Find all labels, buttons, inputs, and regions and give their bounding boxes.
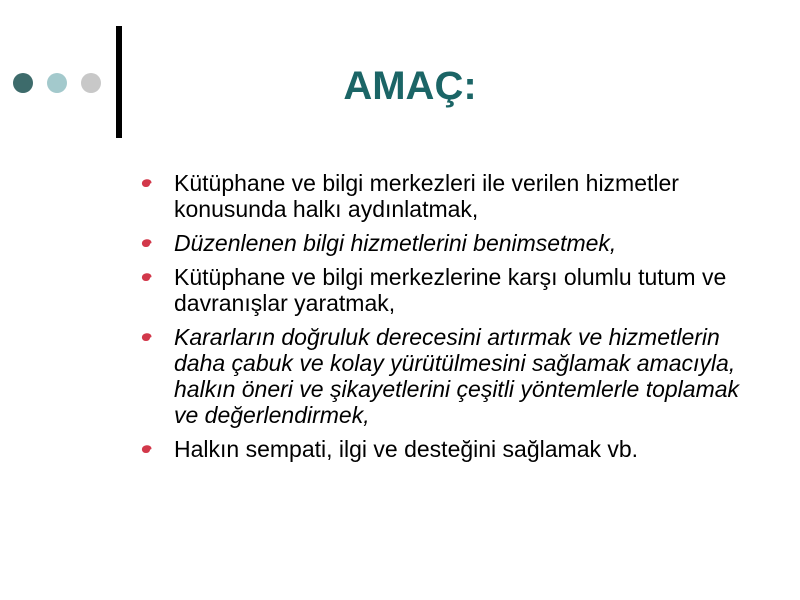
decorative-dots bbox=[13, 73, 103, 95]
list-item bbox=[138, 170, 758, 222]
spiral-bullet-icon bbox=[138, 441, 154, 457]
list-item bbox=[138, 230, 758, 256]
bullet-text: Kararların doğruluk derecesini artırmak ve hizmetlerin daha çabuk ve kolay yürütülmesini sağlamak amacıyla, halkın öneri ve şikayetlerini çeşitli yöntemlerle toplamak ve değerlendirmek, bbox=[174, 324, 740, 428]
list-item bbox=[138, 324, 758, 428]
spiral-bullet-icon bbox=[138, 175, 154, 191]
vertical-divider bbox=[116, 26, 122, 138]
spiral-bullet-icon bbox=[138, 235, 154, 251]
list-item bbox=[138, 264, 758, 316]
spiral-bullet-icon bbox=[138, 269, 154, 285]
list-item bbox=[138, 436, 758, 462]
bullet-text: Kütüphane ve bilgi merkezleri ile verilen hizmetler konusunda halkı aydınlatmak, bbox=[174, 170, 679, 222]
dot-gray-icon bbox=[81, 73, 101, 93]
bullet-text: Kütüphane ve bilgi merkezlerine karşı olumlu tutum ve davranışlar yaratmak, bbox=[174, 264, 727, 316]
bullet-text: Halkın sempati, ilgi ve desteğini sağlamak vb. bbox=[174, 436, 639, 462]
bullet-list bbox=[138, 170, 758, 470]
dot-light-teal-icon bbox=[47, 73, 67, 93]
slide-title: AMAÇ: bbox=[343, 64, 477, 108]
bullet-text: Düzenlenen bilgi hizmetlerini benimsetmek, bbox=[174, 230, 617, 256]
dot-dark-teal-icon bbox=[13, 73, 33, 93]
spiral-bullet-icon bbox=[138, 329, 154, 345]
